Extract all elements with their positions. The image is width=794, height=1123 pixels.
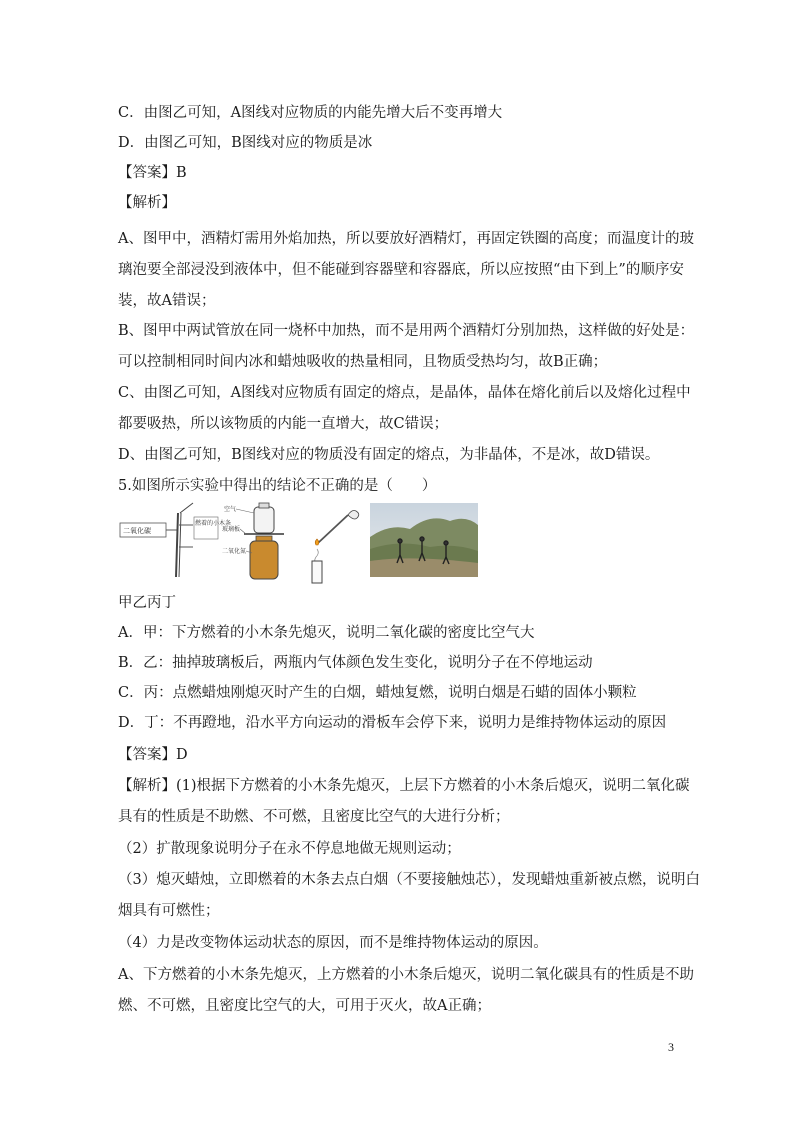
text-line: C、由图乙可知，A图线对应物质有固定的熔点，是晶体，晶体在熔化前后以及熔化过程中 [118,385,691,401]
text-line: D、由图乙可知，B图线对应的物质没有固定的熔点，为非晶体，不是冰，故D错误。 [118,447,660,463]
text-line: 璃泡要全部浸没到液体中，但不能碰到容器壁和容器底，所以应按照“由下到上”的顺序安 [118,262,684,278]
text-line: 都要吸热，所以该物质的内能一直增大，故C错误； [118,416,449,432]
text-line: C．丙：点燃蜡烛刚熄灭时产生的白烟，蜡烛复燃，说明白烟是石蜡的固体小颗粒 [118,685,637,701]
text-line: （4）力是改变物体运动状态的原因，而不是维持物体运动的原因。 [118,935,548,951]
text-line: 【答案】D [118,747,188,763]
text-line: D．丁：不再蹬地，沿水平方向运动的滑板车会停下来，说明力是维持物体运动的原因 [118,715,667,731]
text-line: A、图甲中，酒精灯需用外焰加热，所以要放好酒精灯，再固定铁圈的高度；而温度计的玻 [118,231,694,247]
text-line: 5.如图所示实验中得出的结论不正确的是（ ） [118,478,437,494]
figure-bing [304,503,366,585]
text-line: 可以控制相同时间内冰和蜡烛吸收的热量相同，且物质受热均匀，故B正确； [118,354,608,370]
text-line: B、图甲中两试管放在同一烧杯中加热，而不是用两个酒精灯分别加热，这样做的好处是： [118,323,695,339]
text-line: A．甲：下方燃着的小木条先熄灭，说明二氧化碳的密度比空气大 [118,625,535,641]
text-line: 燃、不可燃，且密度比空气的大，可用于灭火，故A正确； [118,998,491,1014]
text-line: （2）扩散现象说明分子在永不停息地做无规则运动； [118,841,461,857]
figure-yi-label-air: 空气 [224,506,237,513]
text-line: 【解析】(1)根据下方燃着的小木条先熄灭，上层下方燃着的小木条后熄灭，说明二氧化碳 [118,778,690,794]
figure-jia-label-stick: 燃着的小木条 [195,520,232,527]
text-line: 具有的性质是不助燃、不可燃，且密度比空气的大进行分析； [118,809,510,825]
text-line: A、下方燃着的小木条先熄灭，上方燃着的小木条后熄灭，说明二氧化碳具有的性质是不助 [118,967,694,983]
figure-jia-label-co2: 二氧化碳 [123,527,151,535]
text-line: B．乙：抽掉玻璃板后，两瓶内气体颜色发生变化，说明分子在不停地运动 [118,655,593,671]
text-line: 【解析】 [118,195,176,211]
text-line: 甲乙丙丁 [118,595,176,611]
experiment-figures [118,503,498,585]
text-line: D．由图乙可知，B图线对应的物质是冰 [118,135,373,151]
figure-yi [222,503,294,585]
text-line: 装，故A错误； [118,293,216,309]
figure-yi-label-no2: 二氧化氮 [222,548,247,555]
page-number: 3 [668,1040,674,1054]
figure-ding-photo [370,503,478,577]
text-line: C．由图乙可知，A图线对应物质的内能先增大后不变再增大 [118,105,503,121]
figure-yi-label-plate: 玻璃板 [222,526,241,533]
text-line: （3）熄灭蜡烛，立即燃着的木条去点白烟（不要接触烛芯），发现蜡烛重新被点燃，说明白 [118,872,700,888]
text-line: 烟具有可燃性； [118,903,220,919]
text-line: 【答案】B [118,165,187,181]
